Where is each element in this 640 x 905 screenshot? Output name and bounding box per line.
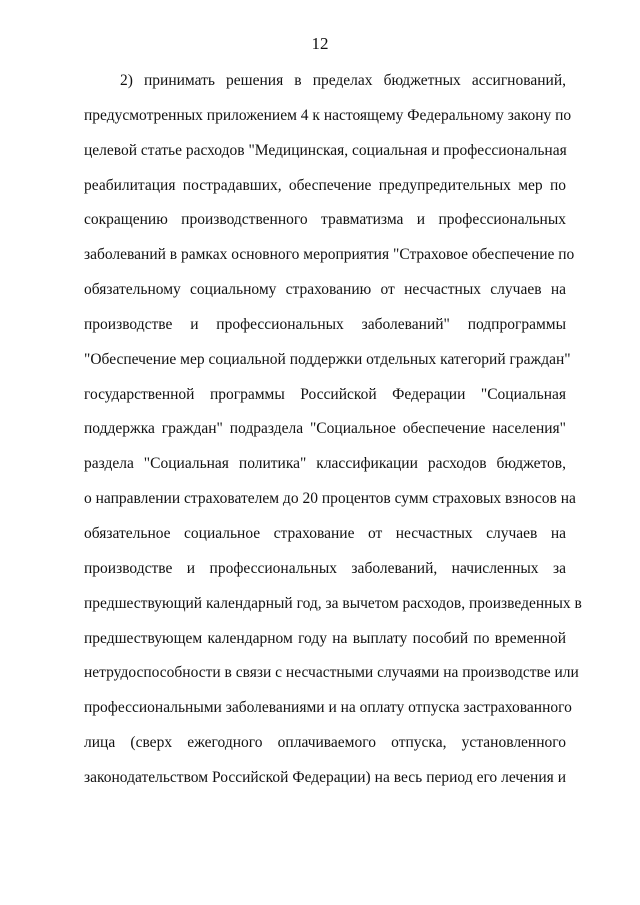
paragraph	[84, 64, 582, 796]
text-line: поддержка граждан" подраздела "Социальное обеспечение населения"	[84, 420, 566, 438]
text-line: целевой статье расходов "Медицинская, социальная и профессиональная	[84, 141, 567, 159]
text-line: обязательному социальному страхованию от несчастных случаев на	[84, 281, 566, 299]
text-line: лица (сверх ежегодного оплачиваемого отпуска, установленного	[84, 734, 566, 752]
page-number: 12	[311, 34, 329, 53]
text-line: законодательством Российской Федерации) на весь период его лечения и	[84, 768, 566, 786]
text-line: о направлении страхователем до 20 процентов сумм страховых взносов на	[84, 490, 576, 508]
text-line: 2) принимать решения в пределах бюджетных ассигнований,	[120, 72, 566, 89]
text-line: обязательное социальное страхование от несчастных случаев на	[84, 524, 566, 542]
text-line: нетрудоспособности в связи с несчастными случаями на производстве или	[84, 664, 579, 682]
text-line: государственной программы Российской Федерации "Социальная	[84, 385, 566, 403]
text-line: раздела "Социальная политика" классификации расходов бюджетов,	[84, 455, 566, 473]
text-line: "Обеспечение мер социальной поддержки отдельных категорий граждан"	[84, 350, 571, 368]
text-line: реабилитация пострадавших, обеспечение предупредительных мер по	[84, 176, 566, 194]
text-line: производстве и профессиональных заболеваний" подпрограммы	[84, 315, 566, 333]
text-line: предшествующем календарном году на выплату пособий по временной	[84, 629, 566, 647]
text-line: предшествующий календарный год, за вычетом расходов, произведенных в	[84, 594, 582, 612]
text-line: профессиональными заболеваниями и на оплату отпуска застрахованного	[84, 699, 572, 717]
text-line: производстве и профессиональных заболеваний, начисленных за	[84, 559, 566, 577]
text-line: предусмотренных приложением 4 к настоящему Федеральному закону по	[84, 106, 572, 124]
text-line: заболеваний в рамках основного мероприятия "Страховое обеспечение по	[84, 246, 575, 264]
text-line: сокращению производственного травматизма и профессиональных	[84, 211, 566, 229]
